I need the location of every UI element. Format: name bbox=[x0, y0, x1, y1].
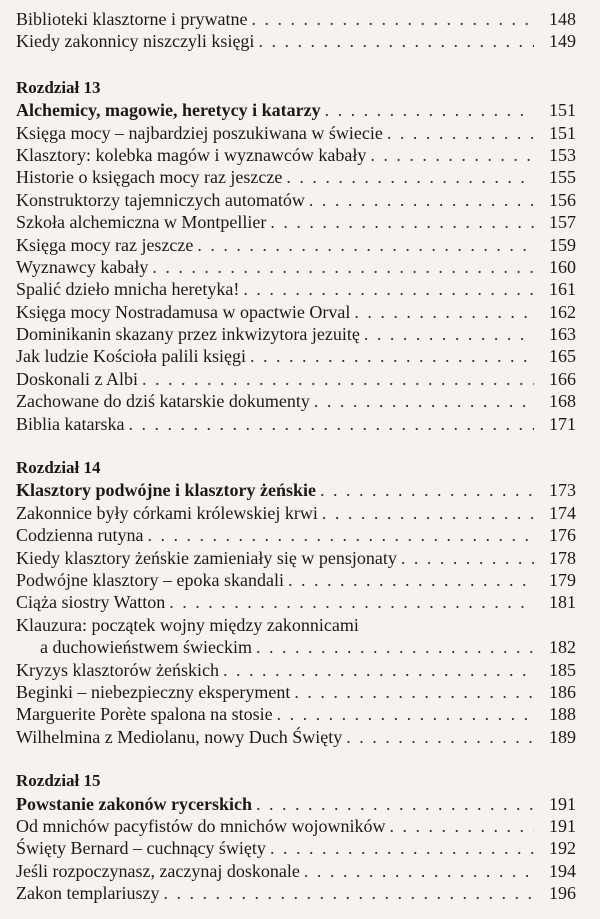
page-number: 153 bbox=[549, 144, 576, 165]
toc-entry bbox=[16, 301, 576, 323]
toc-entry bbox=[16, 591, 576, 613]
toc-entry bbox=[16, 726, 576, 748]
page-number: 168 bbox=[549, 391, 576, 412]
page-number: 189 bbox=[549, 726, 576, 747]
toc-entry-title: Kiedy zakonnicy niszczyli księgi bbox=[16, 31, 255, 52]
toc-entry bbox=[16, 882, 576, 904]
dot-leader bbox=[401, 547, 534, 569]
toc-entry-title: Święty Bernard – cuchnący święty bbox=[16, 838, 266, 859]
toc-entry bbox=[16, 368, 576, 390]
toc-entry-title: Biblioteki klasztorne i prywatne bbox=[16, 9, 248, 29]
dot-leader bbox=[370, 144, 534, 166]
page-number: 185 bbox=[549, 659, 576, 680]
toc-entry-title: Od mnichów pacyfistów do mnichów wojowników bbox=[16, 815, 386, 836]
toc-entry bbox=[16, 30, 576, 52]
toc-entry bbox=[16, 681, 576, 703]
dot-leader bbox=[314, 390, 534, 412]
toc-entry bbox=[16, 413, 576, 435]
dot-leader bbox=[270, 837, 534, 859]
page-number: 155 bbox=[549, 167, 576, 188]
page-number: 191 bbox=[549, 815, 576, 836]
dot-leader bbox=[346, 726, 534, 748]
dot-leader bbox=[286, 166, 534, 188]
toc-entry-title: Zakon templariuszy bbox=[16, 883, 160, 904]
chapter-heading: Rozdział 13 bbox=[16, 77, 101, 97]
toc-entry bbox=[16, 636, 576, 658]
page-number: 157 bbox=[549, 212, 576, 233]
toc-entry bbox=[16, 502, 576, 524]
chapter-title-entry bbox=[16, 479, 576, 501]
dot-leader bbox=[223, 659, 534, 681]
toc-entry bbox=[16, 122, 576, 144]
toc-entry-title: Księga mocy raz jeszcze bbox=[16, 234, 194, 255]
dot-leader bbox=[256, 636, 534, 658]
toc-entry bbox=[16, 524, 576, 546]
page-number: 151 bbox=[549, 100, 576, 121]
page-number: 192 bbox=[549, 838, 576, 859]
toc-entry-title: Jak ludzie Kościoła palili księgi bbox=[16, 346, 246, 367]
toc-entry-title: Dominikanin skazany przez inkwizytora jezuitę bbox=[16, 324, 360, 345]
dot-leader bbox=[389, 815, 534, 837]
dot-leader bbox=[387, 122, 534, 144]
toc-entry-title: Doskonali z Albi bbox=[16, 368, 138, 389]
dot-leader bbox=[147, 524, 534, 546]
page-number: 163 bbox=[549, 324, 576, 345]
dot-leader bbox=[128, 413, 534, 435]
chapter-heading: Rozdział 14 bbox=[16, 458, 101, 478]
dot-leader bbox=[258, 30, 534, 52]
page-number: 166 bbox=[549, 368, 576, 389]
page-number: 160 bbox=[549, 256, 576, 277]
toc-entry bbox=[16, 189, 576, 211]
toc-entry-title: Beginki – niebezpieczny eksperyment bbox=[16, 681, 291, 702]
toc-entry bbox=[16, 166, 576, 188]
toc-entry-title: Klasztory: kolebka magów i wyznawców kabały bbox=[16, 144, 367, 165]
toc-entry bbox=[16, 323, 576, 345]
dot-leader bbox=[152, 256, 534, 278]
toc-entry bbox=[16, 837, 576, 859]
page-number: 179 bbox=[549, 569, 576, 590]
page-number: 196 bbox=[549, 883, 576, 904]
toc-entry-title: Księga mocy – najbardziej poszukiwana w świecie bbox=[16, 122, 383, 143]
dot-leader bbox=[251, 8, 534, 30]
toc-entry bbox=[16, 345, 576, 367]
dot-leader bbox=[354, 301, 534, 323]
dot-leader bbox=[256, 793, 534, 815]
page-number: 165 bbox=[549, 346, 576, 367]
toc-entry bbox=[16, 211, 576, 233]
dot-leader bbox=[325, 99, 534, 121]
dot-leader bbox=[322, 502, 534, 524]
toc-entry bbox=[16, 659, 576, 681]
toc-entry bbox=[16, 569, 576, 591]
dot-leader bbox=[364, 323, 534, 345]
dot-leader bbox=[304, 860, 534, 882]
dot-leader bbox=[277, 703, 534, 725]
toc-entry-title: Kryzys klasztorów żeńskich bbox=[16, 659, 219, 680]
toc-entry-title: Klauzura: początek wojny między zakonnicami bbox=[16, 614, 359, 635]
toc-entry bbox=[16, 256, 576, 278]
toc-entry-title: Biblia katarska bbox=[16, 413, 125, 434]
page-number: 173 bbox=[549, 480, 576, 501]
page-number: 151 bbox=[549, 122, 576, 143]
toc-entry bbox=[16, 8, 576, 30]
toc-entry bbox=[16, 234, 576, 256]
toc-entry bbox=[16, 390, 576, 412]
toc-entry-title: Klasztory podwójne i klasztory żeńskie bbox=[16, 480, 316, 501]
page-number: 178 bbox=[549, 547, 576, 568]
toc-entry bbox=[16, 547, 576, 569]
toc-entry-title: Zakonnice były córkami królewskiej krwi bbox=[16, 502, 318, 523]
dot-leader bbox=[309, 189, 534, 211]
toc-entry-title: Podwójne klasztory – epoka skandali bbox=[16, 569, 284, 590]
toc-entry-title: a duchowieństwem świeckim bbox=[40, 637, 252, 658]
page-number: 171 bbox=[549, 413, 576, 434]
page-number: 191 bbox=[549, 793, 576, 814]
chapter-heading: Rozdział 15 bbox=[16, 771, 101, 791]
page-number: 194 bbox=[549, 860, 576, 881]
page-number: 182 bbox=[549, 637, 576, 658]
dot-leader bbox=[250, 345, 534, 367]
toc-entry-title: Historie o księgach mocy raz jeszcze bbox=[16, 167, 283, 188]
toc-entry-title: Wyznawcy kabały bbox=[16, 256, 149, 277]
page-number: 149 bbox=[549, 31, 576, 52]
toc-entry-title: Wilhelmina z Mediolanu, nowy Duch Święty bbox=[16, 726, 343, 747]
toc-section bbox=[16, 457, 576, 748]
dot-leader bbox=[142, 368, 534, 390]
dot-leader bbox=[320, 479, 534, 501]
toc-entry-title: Konstruktorzy tajemniczych automatów bbox=[16, 189, 305, 210]
toc-entry-title: Alchemicy, magowie, heretycy i katarzy bbox=[16, 100, 321, 121]
dot-leader bbox=[270, 211, 534, 233]
page-number: 162 bbox=[549, 301, 576, 322]
toc-entry bbox=[16, 278, 576, 300]
dot-leader bbox=[197, 234, 534, 256]
page-number: 181 bbox=[549, 592, 576, 613]
chapter-title-entry bbox=[16, 793, 576, 815]
toc-section bbox=[16, 770, 576, 904]
toc-entry bbox=[16, 860, 576, 882]
toc-entry-title: Jeśli rozpoczynasz, zaczynaj doskonale bbox=[16, 860, 300, 881]
toc-entry bbox=[16, 144, 576, 166]
toc-entry bbox=[16, 703, 576, 725]
page-number: 186 bbox=[549, 681, 576, 702]
dot-leader bbox=[294, 681, 534, 703]
page-number: 159 bbox=[549, 234, 576, 255]
page-number: 176 bbox=[549, 525, 576, 546]
dot-leader bbox=[243, 278, 534, 300]
toc-entry-title: Marguerite Porète spalona na stosie bbox=[16, 704, 273, 725]
dot-leader bbox=[169, 591, 534, 613]
toc-entry-title: Powstanie zakonów rycerskich bbox=[16, 793, 252, 814]
page-number: 148 bbox=[549, 9, 576, 29]
toc-entry bbox=[16, 815, 576, 837]
toc-entry-title: Codzienna rutyna bbox=[16, 525, 144, 546]
dot-leader bbox=[163, 882, 534, 904]
toc-entry-title: Kiedy klasztory żeńskie zamieniały się w pensjonaty bbox=[16, 547, 397, 568]
dot-leader bbox=[288, 569, 534, 591]
chapter-title-entry bbox=[16, 99, 576, 121]
page-number: 174 bbox=[549, 502, 576, 523]
toc-entry-title: Księga mocy Nostradamusa w opactwie Orval bbox=[16, 301, 351, 322]
table-of-contents bbox=[16, 8, 576, 904]
page-number: 188 bbox=[549, 704, 576, 725]
toc-entry-title: Szkoła alchemiczna w Montpellier bbox=[16, 212, 267, 233]
page-number: 161 bbox=[549, 279, 576, 300]
toc-entry-title: Spalić dzieło mnicha heretyka! bbox=[16, 279, 240, 300]
toc-entry-title: Zachowane do dziś katarskie dokumenty bbox=[16, 391, 310, 412]
page-number: 156 bbox=[549, 189, 576, 210]
toc-entry-title: Ciąża siostry Watton bbox=[16, 592, 166, 613]
toc-section bbox=[16, 77, 576, 435]
toc-section bbox=[16, 8, 576, 53]
